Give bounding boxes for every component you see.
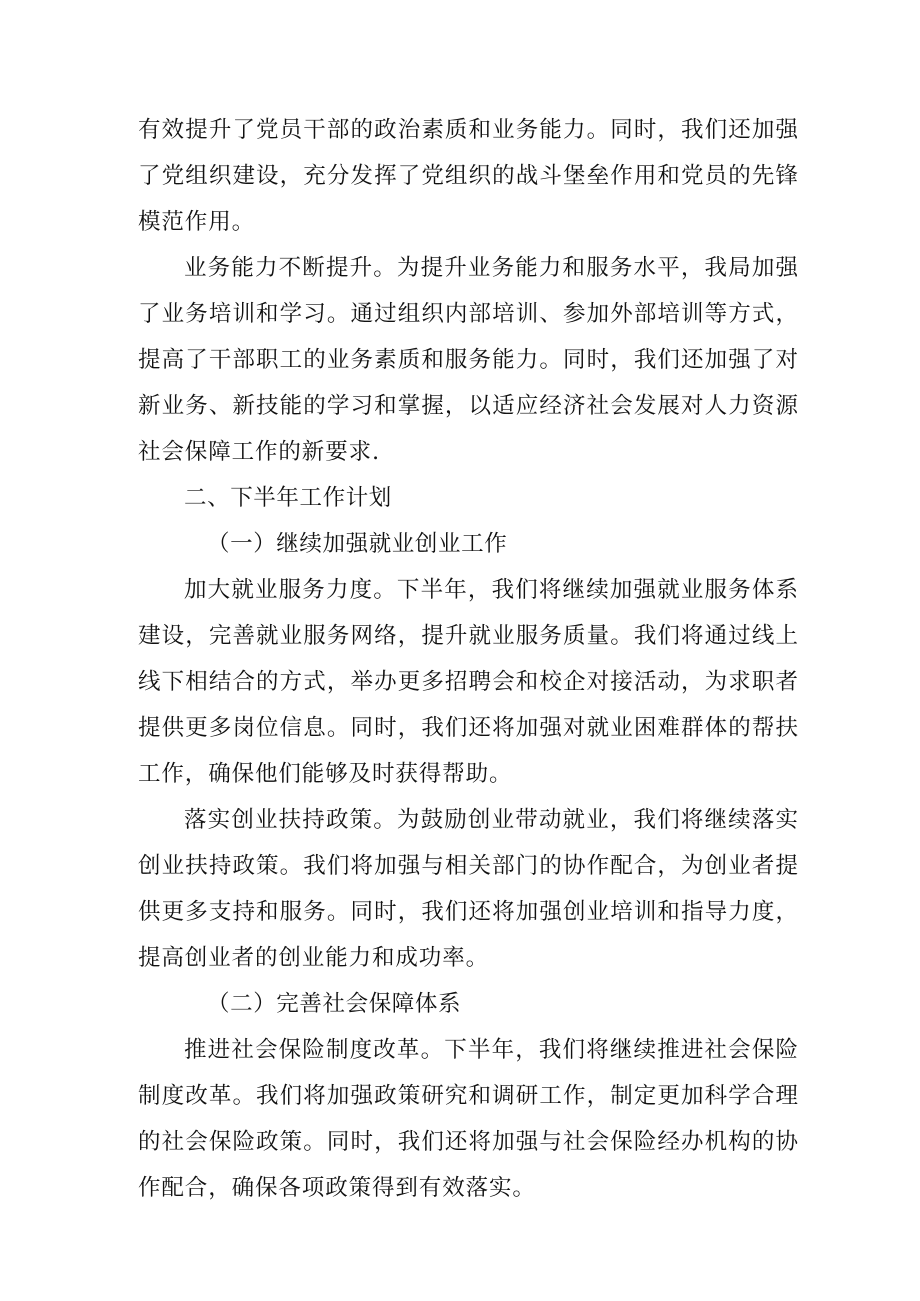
paragraph-lead-line: 落实创业扶持政策。为鼓励创业带动就业，我们将继续落实 xyxy=(184,807,798,833)
body-text-line: 工作，确保他们能够及时获得帮助。 xyxy=(138,761,513,787)
body-text-line: 线下相结合的方式，举办更多招聘会和校企对接活动，为求职者 xyxy=(138,669,798,695)
paragraph-lead-line: 推进社会保险制度改革。下半年，我们将继续推进社会保险 xyxy=(184,1037,798,1063)
body-text-line: 模范作用。 xyxy=(138,209,256,235)
section-heading: 二、下半年工作计划 xyxy=(184,485,392,511)
paragraph-lead-line: 业务能力不断提升。为提升业务能力和服务水平，我局加强 xyxy=(184,255,798,281)
paragraph-lead-line: 加大就业服务力度。下半年，我们将继续加强就业服务体系 xyxy=(184,577,798,603)
body-text-line: 提高创业者的创业能力和成功率。 xyxy=(138,945,490,971)
body-text-line: 制度改革。我们将加强政策研究和调研工作，制定更加科学合理 xyxy=(138,1083,798,1109)
body-text-line: 提高了干部职工的业务素质和服务能力。同时，我们还加强了对 xyxy=(138,347,798,373)
body-text-line: 有效提升了党员干部的政治素质和业务能力。同时，我们还加强 xyxy=(138,117,798,143)
body-text-line: 社会保障工作的新要求. xyxy=(138,439,381,465)
body-text-line: 提供更多岗位信息。同时，我们还将加强对就业困难群体的帮扶 xyxy=(138,715,798,741)
body-text-line: 新业务、新技能的学习和掌握，以适应经济社会发展对人力资源 xyxy=(138,393,798,419)
body-text-line: 建设，完善就业服务网络，提升就业服务质量。我们将通过线上 xyxy=(138,623,798,649)
body-text-line: 了党组织建设，充分发挥了党组织的战斗堡垒作用和党员的先锋 xyxy=(138,163,798,189)
body-text-line: 供更多支持和服务。同时，我们还将加强创业培训和指导力度， xyxy=(138,899,798,925)
subsection-heading: （二）完善社会保障体系 xyxy=(207,991,462,1017)
body-text-line: 创业扶持政策。我们将加强与相关部门的协作配合，为创业者提 xyxy=(138,853,798,879)
subsection-heading: （一）继续加强就业创业工作 xyxy=(207,531,508,557)
body-text-line: 了业务培训和学习。通过组织内部培训、参加外部培训等方式， xyxy=(138,301,798,327)
body-text-line: 作配合，确保各项政策得到有效落实。 xyxy=(138,1175,536,1201)
body-text-line: 的社会保险政策。同时，我们还将加强与社会保险经办机构的协 xyxy=(138,1129,798,1155)
